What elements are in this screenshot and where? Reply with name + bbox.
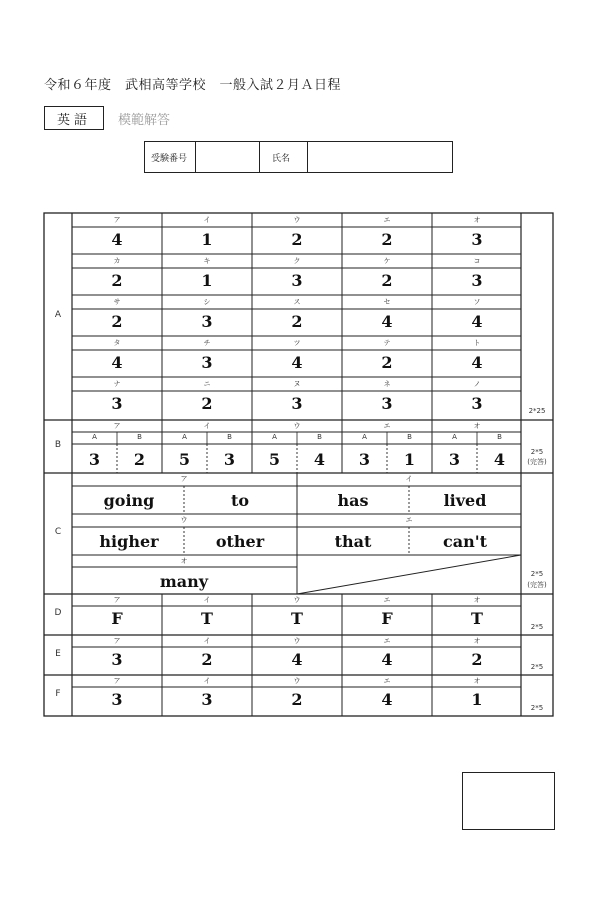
- answer-label: ク: [293, 257, 301, 265]
- answer-word: to: [230, 491, 250, 510]
- answer-value: 3: [471, 271, 483, 290]
- answer-label: ア: [113, 677, 121, 685]
- answer-label: セ: [383, 298, 391, 306]
- answer-label: オ: [473, 637, 481, 645]
- answer-label: ニ: [203, 380, 211, 388]
- answer-label: ナ: [113, 380, 121, 388]
- answer-value: T: [471, 609, 483, 628]
- answer-label: イ: [203, 596, 211, 604]
- answer-value: 2: [201, 394, 213, 413]
- answer-label: オ: [473, 596, 481, 604]
- answer-value: 2: [381, 271, 393, 290]
- answer-label: エ: [383, 596, 391, 604]
- points-label: 2*25: [528, 407, 546, 415]
- examinee-name-label: 氏名: [272, 153, 291, 164]
- answer-word: other: [215, 532, 265, 551]
- subject-label: 英語: [44, 106, 104, 130]
- answer-value: 1: [201, 230, 213, 249]
- sub-label-A: A: [452, 433, 457, 441]
- answer-value: 2: [201, 650, 213, 669]
- points-label: 2*5: [530, 623, 544, 631]
- section-label-A: A: [54, 310, 62, 320]
- points-note: (完答): [527, 458, 547, 466]
- answer-label: ケ: [383, 257, 391, 265]
- answer-value: 3: [223, 450, 236, 469]
- answer-value: 3: [471, 230, 483, 249]
- answer-label: イ: [203, 677, 211, 685]
- answer-word: has: [337, 491, 369, 510]
- sub-label-B: B: [407, 433, 412, 441]
- answer-value: 4: [111, 353, 123, 372]
- sub-label-A: A: [362, 433, 367, 441]
- answer-value: 2: [291, 690, 303, 709]
- answer-value: 1: [201, 271, 213, 290]
- answer-value: 3: [111, 650, 123, 669]
- answer-value: 2: [381, 230, 393, 249]
- answer-label: オ: [473, 216, 481, 224]
- answer-value: 2: [111, 271, 123, 290]
- answer-label: ヌ: [293, 380, 301, 388]
- answer-label: エ: [383, 637, 391, 645]
- answer-label: ト: [473, 339, 481, 347]
- answer-label: ソ: [473, 298, 481, 306]
- answer-label: ス: [293, 298, 301, 306]
- answer-label: ア: [180, 475, 188, 483]
- answer-value: 3: [201, 312, 213, 331]
- answer-value: 3: [201, 690, 213, 709]
- answer-value: 2: [291, 230, 303, 249]
- answer-value: 2: [381, 353, 393, 372]
- answer-value: 1: [471, 690, 483, 709]
- answer-value: 2: [471, 650, 483, 669]
- answer-value: 4: [471, 312, 483, 331]
- answer-label: カ: [113, 257, 121, 265]
- answer-label: ウ: [293, 422, 301, 430]
- answer-value: F: [381, 609, 393, 628]
- points-label: 2*5: [530, 448, 544, 456]
- answer-value: T: [291, 609, 303, 628]
- answer-value: 3: [471, 394, 483, 413]
- answer-label: ツ: [293, 339, 301, 347]
- answer-value: 5: [268, 450, 281, 469]
- points-label: 2*5: [530, 663, 544, 671]
- answer-value: 3: [381, 394, 393, 413]
- answer-value: 3: [358, 450, 371, 469]
- answer-label: キ: [203, 257, 211, 265]
- answer-value: F: [111, 609, 123, 628]
- answer-word: higher: [99, 532, 159, 551]
- answer-label: オ: [473, 422, 481, 430]
- answer-value: 3: [88, 450, 101, 469]
- answer-value: 4: [291, 353, 303, 372]
- answer-label: ア: [113, 422, 121, 430]
- answer-word: many: [159, 572, 209, 591]
- answer-value: 3: [291, 271, 303, 290]
- points-label: 2*5: [530, 704, 544, 712]
- answer-value: 3: [291, 394, 303, 413]
- answer-value: T: [201, 609, 213, 628]
- page-title: 令和６年度 武相高等学校 一般入試２月Ａ日程: [44, 78, 342, 93]
- sub-label-A: A: [92, 433, 97, 441]
- answer-label: ア: [113, 637, 121, 645]
- section-label-C: C: [54, 527, 62, 537]
- answer-label: ウ: [293, 596, 301, 604]
- answer-label: シ: [203, 298, 211, 306]
- answer-value: 2: [291, 312, 303, 331]
- answer-label: イ: [203, 637, 211, 645]
- answer-label: イ: [203, 216, 211, 224]
- points-note: (完答): [527, 581, 547, 589]
- answer-value: 4: [381, 650, 393, 669]
- section-label-B: B: [54, 440, 62, 450]
- answer-label: ノ: [473, 380, 481, 388]
- answer-value: 3: [111, 690, 123, 709]
- section-label-D: D: [54, 608, 62, 618]
- answer-label: ウ: [293, 677, 301, 685]
- sub-label-B: B: [497, 433, 502, 441]
- score-box[interactable]: [462, 772, 555, 830]
- answer-label: ア: [113, 216, 121, 224]
- sub-label-B: B: [137, 433, 142, 441]
- answer-value: 1: [403, 450, 416, 469]
- answer-label: オ: [180, 557, 188, 565]
- answer-label: チ: [203, 339, 211, 347]
- answer-label: ア: [113, 596, 121, 604]
- answer-value: 4: [471, 353, 483, 372]
- answer-label: テ: [383, 339, 391, 347]
- answer-word: lived: [443, 491, 487, 510]
- answer-value: 3: [448, 450, 461, 469]
- section-label-F: F: [55, 689, 61, 699]
- sub-label-A: A: [272, 433, 277, 441]
- answer-value: 4: [493, 450, 506, 469]
- answer-value: 4: [291, 650, 303, 669]
- answer-word: that: [334, 532, 372, 551]
- answer-label: ウ: [293, 637, 301, 645]
- answer-label: エ: [405, 516, 413, 524]
- answer-word: can't: [442, 532, 488, 551]
- answer-value: 4: [381, 690, 393, 709]
- answer-label: コ: [473, 257, 481, 265]
- sub-label-B: B: [317, 433, 322, 441]
- sub-label-B: B: [227, 433, 232, 441]
- answer-label: ウ: [293, 216, 301, 224]
- answer-label: エ: [383, 216, 391, 224]
- answer-value: 3: [111, 394, 123, 413]
- answer-label: ネ: [383, 380, 391, 388]
- answer-label: オ: [473, 677, 481, 685]
- sub-label-A: A: [182, 433, 187, 441]
- answer-value: 4: [313, 450, 326, 469]
- answer-word: going: [103, 491, 155, 510]
- answer-label: エ: [383, 677, 391, 685]
- answer-label: タ: [113, 339, 121, 347]
- section-label-E: E: [55, 649, 61, 659]
- examinee-number-label: 受験番号: [151, 153, 188, 164]
- answer-label: ウ: [180, 516, 188, 524]
- answer-label: エ: [383, 422, 391, 430]
- answer-label: イ: [405, 475, 413, 483]
- answer-value: 4: [381, 312, 393, 331]
- answer-label: サ: [113, 298, 121, 306]
- answer-value: 2: [111, 312, 123, 331]
- answer-label: イ: [203, 422, 211, 430]
- points-label: 2*5: [530, 570, 544, 578]
- answer-value: 3: [201, 353, 213, 372]
- answer-type-label: 模範解答: [118, 113, 171, 128]
- answer-value: 4: [111, 230, 123, 249]
- answer-value: 2: [133, 450, 146, 469]
- answer-value: 5: [178, 450, 191, 469]
